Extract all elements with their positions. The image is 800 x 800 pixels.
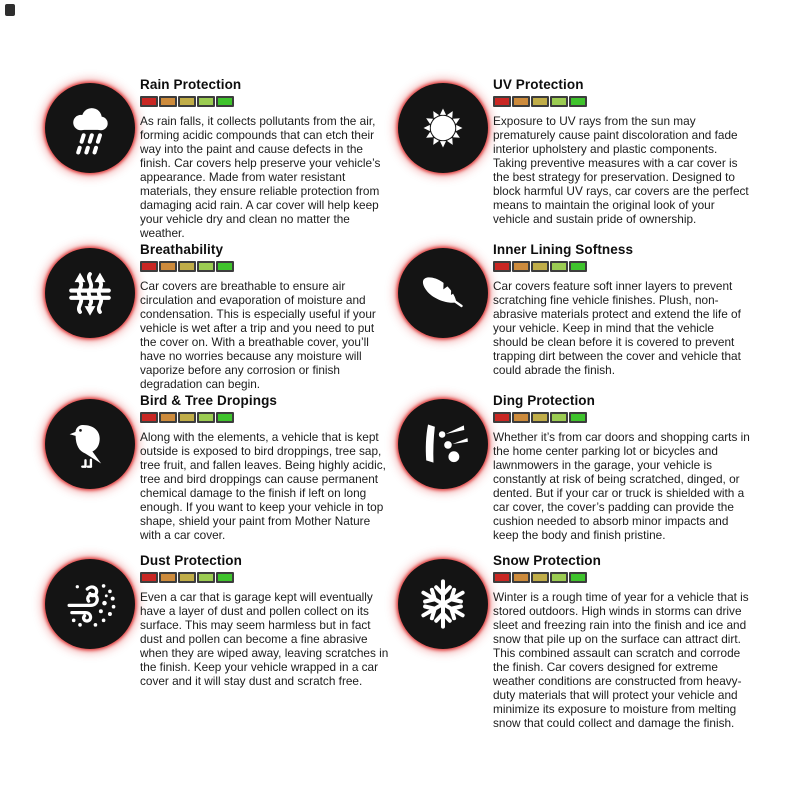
rating-bar xyxy=(140,96,390,107)
dust-icon xyxy=(61,575,119,633)
rating-segment xyxy=(140,412,158,423)
ding-icon-badge xyxy=(398,399,488,489)
rating-segment xyxy=(197,261,215,272)
breathability-icon xyxy=(61,264,119,322)
rating-bar xyxy=(493,96,751,107)
feature-snow-protection xyxy=(398,551,751,730)
feather-icon xyxy=(414,264,472,322)
rating-segment xyxy=(531,96,549,107)
snow-icon xyxy=(414,575,472,633)
ding-icon xyxy=(414,415,472,473)
uv-icon xyxy=(414,99,472,157)
rating-segment xyxy=(159,261,177,272)
feature-description: Along with the elements, a vehicle that is kept outside is exposed to bird droppings, tree sap, tree fruit, and fallen leaves. Being highly acidic, tree and bird droppings can cause permanent chemical damage to the finish if left on long enough. If you want to keep your vehicle in top shape, shield your paint from Mother Nature with a car cover. xyxy=(140,430,386,542)
feature-title: Bird & Tree Dropings xyxy=(140,393,278,408)
feature-description: Car covers are breathable to ensure air circulation and evaporation of moisture and condensation. This is especially useful if your vehicle is wet after a trip and you need to put the cover on. With a breathable cover, you’ll have no worries because any moisture will vaporize before any corrosion or finish degradation can begin. xyxy=(140,279,376,391)
rating-segment xyxy=(550,96,568,107)
rating-segment xyxy=(550,412,568,423)
feature-uv-protection xyxy=(398,75,751,226)
feature-description: Whether it’s from car doors and shopping carts in the home center parking lot or bicycles and lawnmowers in the garage, your vehicle is constantly at risk of being scratched, dinged, or dented. But if your car or truck is shielded with a car cover, the cover’s padding can provide the cushion needed to absorb minor impacts and keep the body and finish pristine. xyxy=(493,430,750,542)
rating-segment xyxy=(550,261,568,272)
rating-segment xyxy=(531,261,549,272)
rating-segment xyxy=(159,572,177,583)
feature-description: Car covers feature soft inner layers to prevent scratching fine vehicle finishes. Plush, non-abrasive materials protect and extend the life of your vehicle. Keep in mind that the vehicle should be clean before it is covered to prevent trapping dirt between the cover and vehicle that could abrade the finish. xyxy=(493,279,741,377)
feature-description: As rain falls, it collects pollutants from the air, forming acidic compounds that can etch their way into the paint and cause defects in the finish. Car covers help preserve your vehicle’s appearance. Made from water resistant materials, they ensure reliable protection from damaging acid rain. A car cover will help keep your vehicle dry and clean no matter the weather. xyxy=(140,114,381,240)
rating-segment xyxy=(159,96,177,107)
rating-segment xyxy=(140,572,158,583)
rating-segment xyxy=(512,412,530,423)
rating-segment xyxy=(159,412,177,423)
rating-segment xyxy=(531,572,549,583)
dust-icon-badge xyxy=(45,559,135,649)
corner-mark xyxy=(5,4,15,16)
breathability-icon-badge xyxy=(45,248,135,338)
feature-title: Breathability xyxy=(140,242,224,257)
feature-bird-tree-dropings xyxy=(45,391,390,542)
rating-segment xyxy=(216,261,234,272)
rating-segment xyxy=(197,572,215,583)
feature-description: Exposure to UV rays from the sun may prematurely cause paint discoloration and fade interior upholstery and plastic components. Taking preventive measures with a car cover is the best strategy for preservation. Designed to block harmful UV rays, car covers are the perfect means to maintain the original look of your vehicle and sustain pride of ownership. xyxy=(493,114,749,226)
rain-icon xyxy=(61,99,119,157)
rating-segment xyxy=(140,261,158,272)
rating-segment xyxy=(216,412,234,423)
rating-segment xyxy=(493,412,511,423)
feature-description: Winter is a rough time of year for a vehicle that is stored outdoors. High winds in storms can drive sleet and freezing rain into the finish and ice and snow that pile up on the surface can attract dirt. This combined assault can scratch and corrode the finish. Car covers designed for extreme weather conditions are constructed from heavy-duty materials that will protect your vehicle and minimize its exposure to moisture from melting snow that could collect and damage the finish. xyxy=(493,590,749,730)
rating-segment xyxy=(197,96,215,107)
feather-icon-badge xyxy=(398,248,488,338)
bird-icon xyxy=(61,415,119,473)
rating-segment xyxy=(531,412,549,423)
rating-segment xyxy=(493,261,511,272)
feature-title: Dust Protection xyxy=(140,553,243,568)
rating-segment xyxy=(216,572,234,583)
feature-title: Inner Lining Softness xyxy=(493,242,634,257)
feature-title: Ding Protection xyxy=(493,393,595,408)
rating-bar xyxy=(140,261,390,272)
bird-icon-badge xyxy=(45,399,135,489)
feature-title: Rain Protection xyxy=(140,77,242,92)
rating-segment xyxy=(178,572,196,583)
feature-rain-protection xyxy=(45,75,390,240)
rating-bar xyxy=(140,412,390,423)
rating-bar xyxy=(493,261,751,272)
rating-segment xyxy=(569,572,587,583)
feature-title: Snow Protection xyxy=(493,553,602,568)
feature-description: Even a car that is garage kept will eventually have a layer of dust and pollen collect on its surface. This may seem harmless but in fact dust and pollen can become a fine abrasive when they are wiped away, leaving scratches in the finish. Keep your vehicle wrapped in a car cover and it will stay dust and scratch free. xyxy=(140,590,389,688)
snow-icon-badge xyxy=(398,559,488,649)
feature-breathability xyxy=(45,240,390,391)
feature-title: UV Protection xyxy=(493,77,584,92)
rating-bar xyxy=(140,572,390,583)
rating-segment xyxy=(550,572,568,583)
uv-icon-badge xyxy=(398,83,488,173)
rating-segment xyxy=(493,96,511,107)
feature-ding-protection xyxy=(398,391,751,542)
rating-segment xyxy=(216,96,234,107)
rating-bar xyxy=(493,572,751,583)
rating-segment xyxy=(512,96,530,107)
rating-segment xyxy=(569,412,587,423)
rating-segment xyxy=(178,96,196,107)
rating-segment xyxy=(493,572,511,583)
rating-segment xyxy=(178,412,196,423)
rating-segment xyxy=(178,261,196,272)
rating-segment xyxy=(569,261,587,272)
rating-bar xyxy=(493,412,751,423)
feature-dust-protection xyxy=(45,551,390,688)
rating-segment xyxy=(512,572,530,583)
feature-inner-lining-softness xyxy=(398,240,751,377)
rating-segment xyxy=(140,96,158,107)
rating-segment xyxy=(569,96,587,107)
rating-segment xyxy=(197,412,215,423)
rating-segment xyxy=(512,261,530,272)
rain-icon-badge xyxy=(45,83,135,173)
